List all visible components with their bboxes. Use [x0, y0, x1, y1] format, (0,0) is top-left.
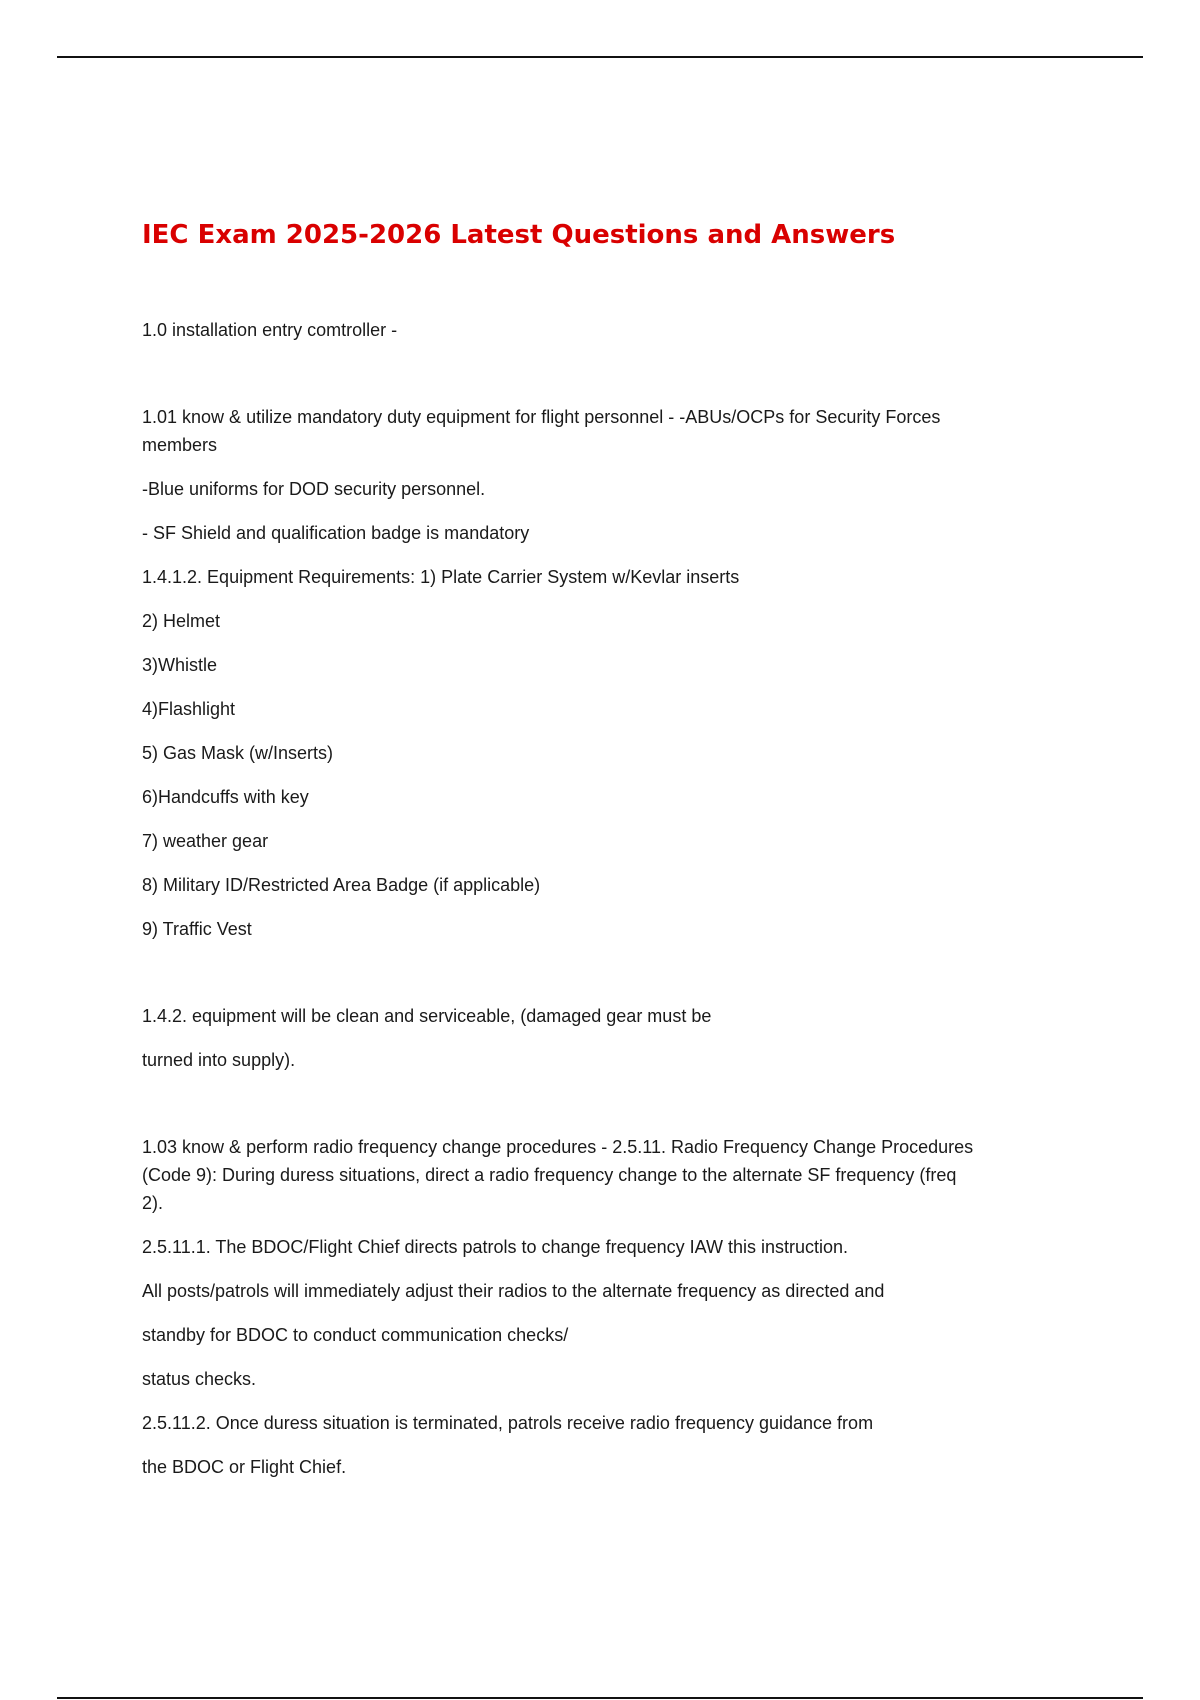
text-line: turned into supply). [142, 1050, 296, 1070]
text-line: 2). [142, 1193, 164, 1213]
text-line: 5) Gas Mask (w/Inserts) [142, 743, 334, 763]
text-line: members [142, 435, 218, 455]
text-line: standby for BDOC to conduct communication checks/ [142, 1325, 569, 1345]
text-line: 7) weather gear [142, 831, 269, 851]
bottom-rule [57, 1697, 1143, 1699]
text-line: 2.5.11.2. Once duress situation is terminated, patrols receive radio frequency guidance from [142, 1413, 874, 1433]
text-line: 1.03 know & perform radio frequency change procedures - 2.5.11. Radio Frequency Change Procedures [142, 1137, 974, 1157]
text-line: 1.4.1.2. Equipment Requirements: 1) Plate Carrier System w/Kevlar inserts [142, 567, 740, 587]
text-line: 8) Military ID/Restricted Area Badge (if applicable) [142, 875, 541, 895]
text-line: the BDOC or Flight Chief. [142, 1457, 347, 1477]
page-title: IEC Exam 2025-2026 Latest Questions and Answers [142, 220, 896, 250]
top-rule [57, 56, 1143, 58]
text-line: All posts/patrols will immediately adjust their radios to the alternate frequency as directed and [142, 1281, 885, 1301]
text-line: 1.4.2. equipment will be clean and serviceable, (damaged gear must be [142, 1006, 712, 1026]
text-line: 4)Flashlight [142, 699, 236, 719]
text-line: 9) Traffic Vest [142, 919, 252, 939]
text-line: 2.5.11.1. The BDOC/Flight Chief directs patrols to change frequency IAW this instruction. [142, 1237, 848, 1257]
text-line: status checks. [142, 1369, 257, 1389]
text-line: 1.01 know & utilize mandatory duty equipment for flight personnel - -ABUs/OCPs for Security Forces [142, 407, 941, 427]
text-line: - SF Shield and qualification badge is mandatory [142, 523, 530, 543]
text-line: -Blue uniforms for DOD security personnel. [142, 479, 486, 499]
text-line: 6)Handcuffs with key [142, 787, 309, 807]
text-line: 1.0 installation entry comtroller - [142, 320, 398, 340]
text-line: 2) Helmet [142, 611, 221, 631]
text-line: 3)Whistle [142, 655, 218, 675]
text-line: (Code 9): During duress situations, direct a radio frequency change to the alternate SF frequency (freq [142, 1165, 957, 1185]
